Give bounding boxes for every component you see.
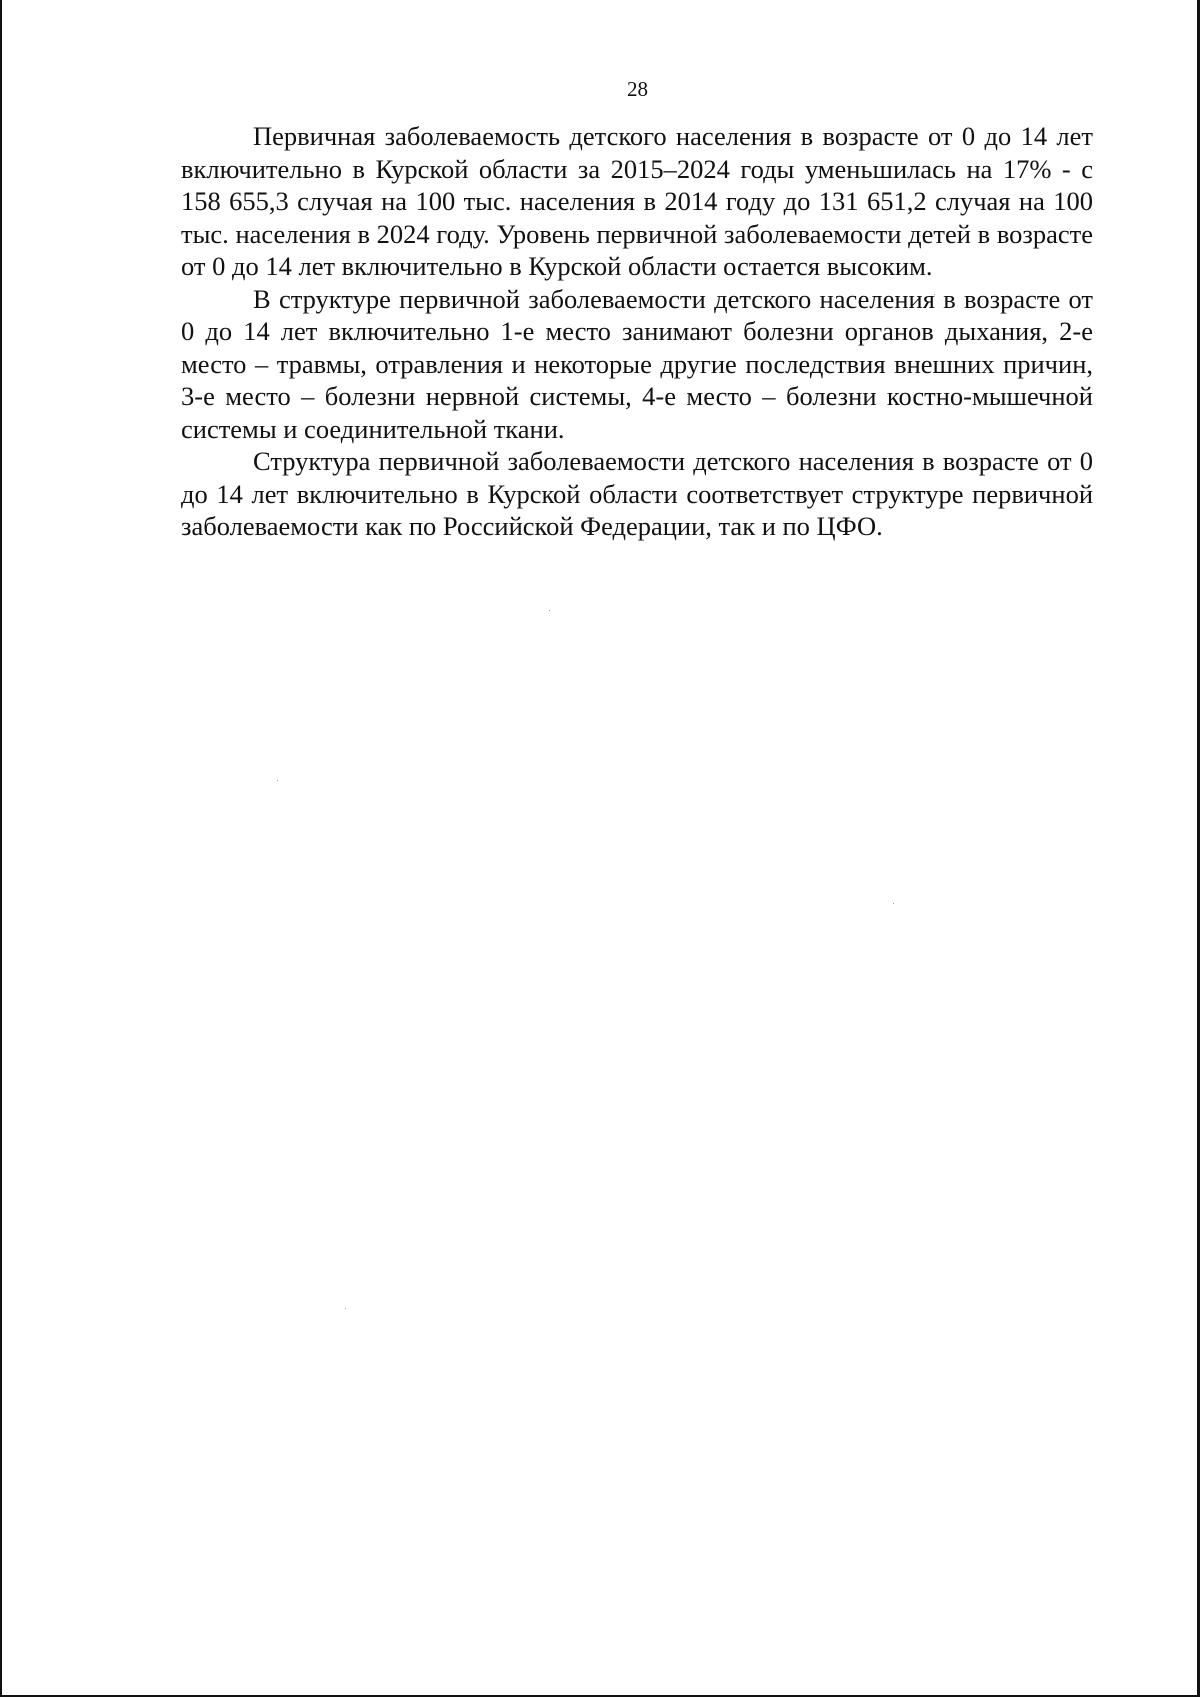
paragraph: Структура первичной заболеваемости детского населения в возрасте от 0 до 14 лет включительно в Курской области соответствует структуре первичной заболеваемости как по Российской Федерации, так и по ЦФО.: [181, 446, 1093, 541]
scan-speck: [277, 780, 278, 781]
scan-speck: [345, 1308, 346, 1309]
document-body: [181, 120, 1093, 543]
page-number: 28: [627, 77, 648, 101]
scan-edge-left: [0, 0, 2, 1697]
scan-speck: [893, 903, 894, 904]
paragraph: В структуре первичной заболеваемости детского населения в возрасте от 0 до 14 лет включительно 1-е место занимают болезни органов дыхания, 2-е место – травмы, отравления и некоторые другие последствия внешних причин, 3-е место – болезни нервной системы, 4-е место – болезни костно-мышечной системы и соединительной ткани.: [181, 283, 1093, 444]
paragraph: Первичная заболеваемость детского населения в возрасте от 0 до 14 лет включительно в Курской области за 2015–2024 годы уменьшилась на 17% - с 158 655,3 случая на 100 тыс. населения в 2014 году до 131 651,2 случая на 100 тыс. населения в 2024 году. Уровень первичной заболеваемости детей в возрасте от 0 до 14 лет включительно в Курской области остается высоким.: [181, 121, 1093, 281]
scan-speck: [549, 610, 550, 611]
